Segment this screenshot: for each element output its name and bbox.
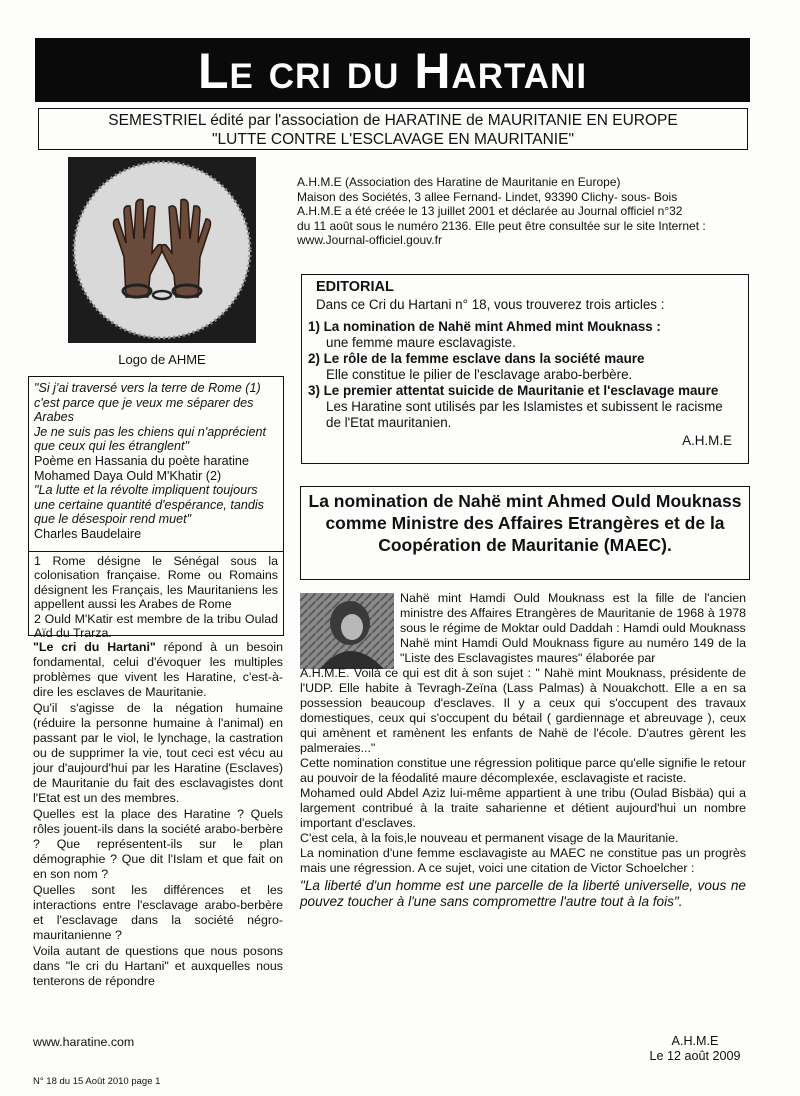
intro-paragraph: Qu'il s'agisse de la négation humaine (réduire la personne humaine à l'animal) en passant par le viol, le lynchage, la castration ou de supprimer la vie, tout ceci est vécu au jour d'aujourd'hui par les Haratine (Esclaves) de Mauritanie du fait des esclavagistes dont l'Etat est un des membres. bbox=[33, 701, 283, 805]
article-paragraph: Mohamed ould Abdel Aziz lui-même appartient à une tribu (Oulad Bisbäa) qui a largement contribué à la traite saharienne et détient aujourd'hui un nombre important d'esclaves. bbox=[300, 786, 746, 830]
intro-article bbox=[33, 640, 283, 990]
editorial-signature: A.H.M.E bbox=[682, 433, 732, 448]
logo-caption: Logo de AHME bbox=[118, 352, 206, 367]
intro-paragraph: Voila autant de questions que nous posons dans "le cri du Hartani" et auxquelles nous tenterons de répondre bbox=[33, 944, 283, 988]
editorial-item-desc: une femme maure esclavagiste. bbox=[326, 335, 516, 350]
subtitle-line-1: SEMESTRIEL édité par l'association de HARATINE de MAURITANIE EN EUROPE bbox=[108, 112, 678, 129]
editorial-item-title: 2) Le rôle de la femme esclave dans la société maure bbox=[308, 351, 645, 366]
ahme-logo bbox=[68, 157, 256, 343]
chained-hands-icon bbox=[68, 157, 256, 343]
masthead-title: Le cri du Hartani bbox=[35, 38, 750, 102]
intro-paragraph: Quelles est la place des Haratine ? Quels rôles jouent-ils dans la société arabo-berbère ? Que représentent-ils sur le plan démographie ? Que dit l'Islam et que fait on en son nom ? bbox=[33, 807, 283, 881]
editorial-item bbox=[308, 383, 742, 431]
poem-attribution: Poème en Hassania du poète haratine Mohamed Daya Ould M'Khatir (2) bbox=[34, 453, 249, 483]
masthead-subtitle bbox=[38, 108, 748, 150]
org-line: Maison des Sociétés, 3 allee Fernand- Lindet, 93390 Clichy- sous- Bois bbox=[297, 189, 678, 204]
org-line: A.H.M.E a été créée le 13 juillet 2001 et déclarée au Journal officiel n°32 bbox=[297, 204, 683, 219]
article-paragraph: La nomination d'une femme esclavagiste au MAEC ne constitue pas un progrès mais une régression. A ce sujet, voici une citation de Victor Schoelcher : bbox=[300, 846, 746, 875]
editorial-intro: Dans ce Cri du Hartani n° 18, vous trouverez trois articles : bbox=[316, 297, 665, 312]
article-paragraph: A.H.M.E. Voilà ce qui est dit à son sujet : " Nahë mint Mouknass, présidente de l'UDP. Elle habite à Tevragh-Zeïna (Lass Palmas) à Nouakchott. Elle a en sa possession beaucoup d'esclaves. Il y a ceux qui s'occupent des travaux domestiques, ceux qui s'occupent du bétail ( gardiennage et abreuvage ), ceux qui amènent et ramènent les enfants de Nahë de l'école. D'autres gèrent les palmeraies..." bbox=[300, 666, 746, 755]
publication-name: "Le cri du Hartani" bbox=[33, 640, 156, 654]
baudelaire-quote: "La lutte et la révolte impliquent toujours une certaine quantité d'espérance, tandis que le désespoir rend muet" bbox=[34, 483, 264, 527]
intro-paragraph bbox=[33, 640, 283, 700]
editorial-item-title: 1) La nomination de Nahë mint Ahmed mint Mouknass : bbox=[308, 319, 661, 334]
editorial-item bbox=[308, 319, 742, 351]
org-line: du 11 août sous le numéro 2136. Elle peut être consultée sur le site Internet : bbox=[297, 218, 706, 233]
editorial-item-desc: Les Haratine sont utilisés par les Islamistes et subissent le racisme bbox=[326, 399, 723, 414]
article-title: La nomination de Nahë mint Ahmed Ould Mouknass comme Ministre des Affaires Etrangères et de la Coopération de Mauritanie (MAEC). bbox=[300, 486, 750, 580]
editorial-item-title: 3) Le premier attentat suicide de Mauritanie et l'esclavage maure bbox=[308, 383, 719, 398]
subtitle-line-2: "LUTTE CONTRE L'ESCLAVAGE EN MAURITANIE" bbox=[212, 131, 574, 148]
article-paragraph: Nahë mint Hamdi Ould Mouknass est la fille de l'ancien ministre des Affaires Etrangères de Mauritanie de 1968 à 1978 sous le régime de Moktar ould Daddah : Hamdi ould Mouknass bbox=[400, 591, 746, 635]
page-footer: N° 18 du 15 Août 2010 page 1 bbox=[33, 1076, 161, 1087]
article-paragraph: C'est cela, à la fois,le nouveau et permanent visage de la Mauritanie. bbox=[300, 831, 679, 845]
poem-quote: "Si j'ai traversé vers la terre de Rome (1) c'est parce que je veux me séparer des Arabes Je ne suis pas les chiens qui n'apprécient que ceux qui les étranglent" bbox=[34, 381, 267, 454]
org-line: A.H.M.E (Association des Haratine de Mauritanie en Europe) bbox=[297, 175, 621, 189]
org-website[interactable]: www.Journal-officiel.gouv.fr bbox=[297, 233, 442, 248]
article-paragraph: Nahë mint Hamdi Ould Mouknass figure au numéro 149 de la "Liste des Esclavagistes maures" élaborée par bbox=[400, 636, 746, 665]
website-link[interactable]: www.haratine.com bbox=[33, 1035, 135, 1049]
editorial-item-desc: de l'Etat mauritanien. bbox=[326, 415, 452, 430]
article-author: A.H.M.E bbox=[671, 1034, 719, 1048]
intro-lead-text: répond à un besoin fondamental, celui d'évoquer les multiples problèmes que vivent les Haratine, c'est-à-dire les esclaves de Mauritanie. bbox=[33, 640, 283, 699]
article-body bbox=[300, 591, 746, 910]
baudelaire-attribution: Charles Baudelaire bbox=[34, 526, 142, 541]
intro-paragraph: Quelles sont les différences et les interactions entre l'esclavage arabo-berbère et l'esclavage dans la société négro-mauritanienne ? bbox=[33, 883, 283, 942]
schoelcher-quote: "La liberté d'un homme est une parcelle de la liberté universelle, vous ne pouvez toucher à l'une sans compromettre l'autre tout à la fois". bbox=[300, 878, 746, 909]
organization-info bbox=[297, 175, 747, 248]
article-paragraph: Cette nomination constitue une régression politique parce qu'elle signifie le retour au pouvoir de la féodalité maure décomplexée, esclavagiste et raciste. bbox=[300, 756, 746, 785]
editorial-item bbox=[308, 351, 742, 383]
footnotes-box bbox=[28, 552, 284, 641]
footnote-2: 2 Ould M'Katir est membre de la tribu Oulad Aïd du Trarza. bbox=[34, 611, 278, 641]
article-signature bbox=[640, 1034, 750, 1064]
article-date: Le 12 août 2009 bbox=[649, 1049, 741, 1063]
editorial-item-desc: Elle constitue le pilier de l'esclavage arabo-berbère. bbox=[326, 367, 633, 382]
editorial-heading: EDITORIAL bbox=[316, 279, 394, 295]
footnote-1: 1 Rome désigne le Sénégal sous la colonisation française. Rome ou Romains désignent les Français, les Mauritaniens les appellent aussi les Arabes de Rome bbox=[34, 554, 278, 612]
editorial-box bbox=[301, 274, 749, 464]
quotes-box bbox=[28, 376, 284, 552]
